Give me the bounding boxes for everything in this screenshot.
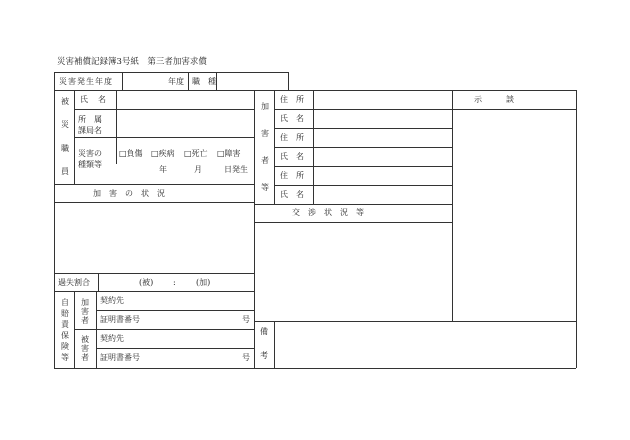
remarks-char-1: 備 — [260, 327, 268, 336]
fault-ratio-perpetrator: (加) — [196, 278, 211, 287]
job-label: 職 種 — [192, 77, 216, 86]
perp-line-5 — [274, 185, 452, 186]
victim-row-line-1 — [74, 109, 254, 110]
victim-char-2: 災 — [61, 120, 69, 129]
fault-ratio-victim: (被) — [139, 278, 154, 287]
victim-char-1: 被 — [61, 97, 69, 106]
victim-char-4: 員 — [61, 167, 69, 176]
victim-cert-suffix: 号 — [242, 353, 250, 362]
main-top-line — [54, 90, 576, 91]
header-top-line — [54, 72, 288, 73]
header-divider-1 — [122, 72, 123, 90]
damage-status-label: 加 害 の 状 況 — [93, 189, 165, 198]
middle-right-divider — [452, 90, 453, 321]
perp-char-3: 者 — [261, 156, 269, 165]
checkbox-illness[interactable]: □疾病 — [151, 149, 175, 158]
left-right-divider — [254, 90, 255, 368]
insurance-line-3 — [96, 348, 254, 349]
perp-name-1: 氏 名 — [280, 114, 304, 123]
insurance-victim-char-2: 害 — [81, 344, 89, 353]
insurance-victim-char-3: 者 — [81, 353, 89, 362]
victim-contract-label: 契約先 — [100, 334, 124, 343]
victim-char-3: 職 — [61, 144, 69, 153]
perp-address-1: 住 所 — [280, 95, 304, 104]
victim-name-label: 氏 名 — [80, 95, 107, 104]
date-year: 年 — [159, 165, 167, 174]
checkbox-death[interactable]: □死亡 — [184, 149, 208, 158]
date-month: 月 — [194, 165, 202, 174]
insurance-char-2: 賠 — [61, 309, 69, 318]
header-right-border — [288, 72, 289, 90]
insurance-perp-char-1: 加 — [81, 298, 89, 307]
perp-cert-suffix: 号 — [242, 315, 250, 324]
perp-line-1 — [274, 109, 452, 110]
fault-ratio-label: 過失割合 — [58, 278, 90, 287]
fault-ratio-colon: : — [173, 278, 176, 287]
perp-char-2: 害 — [261, 129, 269, 138]
instruction-line — [452, 109, 576, 110]
perp-line-3 — [274, 147, 452, 148]
perp-address-3: 住 所 — [280, 171, 304, 180]
checkbox-injury[interactable]: □負傷 — [119, 149, 143, 158]
insurance-char-3: 責 — [61, 320, 69, 329]
form-right-border — [576, 90, 577, 368]
victim-label-divider — [116, 90, 117, 164]
remarks-top-line — [254, 321, 576, 322]
perp-name-3: 氏 名 — [280, 190, 304, 199]
insurance-char-4: 保 — [61, 331, 69, 340]
negotiation-label: 交 渉 状 況 等 — [292, 208, 364, 217]
insurance-victim-char-1: 被 — [81, 335, 89, 344]
year-label: 災害発生年度 — [59, 77, 113, 86]
insurance-char-5: 険 — [61, 342, 69, 351]
remarks-divider — [274, 321, 275, 368]
perp-address-2: 住 所 — [280, 133, 304, 142]
victim-type-label: 災害の 種類等 — [78, 149, 102, 169]
header-divider-3 — [216, 72, 217, 90]
victim-bottom-line — [54, 184, 254, 185]
insurance-char-6: 等 — [61, 353, 69, 362]
insurance-line-1 — [96, 310, 254, 311]
form-title: 災害補償記録簿3号紙 第三者加害求償 — [57, 57, 207, 67]
victim-dept-label: 所 属 課局名 — [78, 115, 102, 135]
perp-line-4 — [274, 166, 452, 167]
instruction-label: 示 談 — [474, 95, 514, 104]
perp-line-2 — [274, 128, 452, 129]
perp-bottom-line — [254, 204, 452, 205]
fault-top-line — [54, 273, 254, 274]
insurance-char-1: 自 — [61, 298, 69, 307]
date-suffix: 日発生 — [224, 165, 248, 174]
year-suffix: 年度 — [168, 77, 184, 86]
victim-cert-label: 証明書番号 — [100, 353, 140, 362]
perp-char-1: 加 — [261, 102, 269, 111]
checkbox-disability[interactable]: □障害 — [217, 149, 241, 158]
insurance-perp-char-2: 害 — [81, 307, 89, 316]
insurance-top-line — [54, 291, 254, 292]
fault-label-divider — [98, 273, 99, 291]
perp-name-2: 氏 名 — [280, 152, 304, 161]
negotiation-line — [254, 222, 452, 223]
header-divider-2 — [188, 72, 189, 90]
form-bottom-line — [54, 368, 576, 369]
remarks-char-2: 考 — [260, 351, 268, 360]
perp-contract-label: 契約先 — [100, 296, 124, 305]
perp-cert-label: 証明書番号 — [100, 315, 140, 324]
insurance-line-2 — [74, 329, 254, 330]
victim-row-line-2 — [74, 137, 254, 138]
insurance-perp-char-3: 者 — [81, 316, 89, 325]
form-left-border — [54, 72, 55, 368]
damage-status-line — [54, 202, 254, 203]
perp-char-4: 等 — [261, 183, 269, 192]
